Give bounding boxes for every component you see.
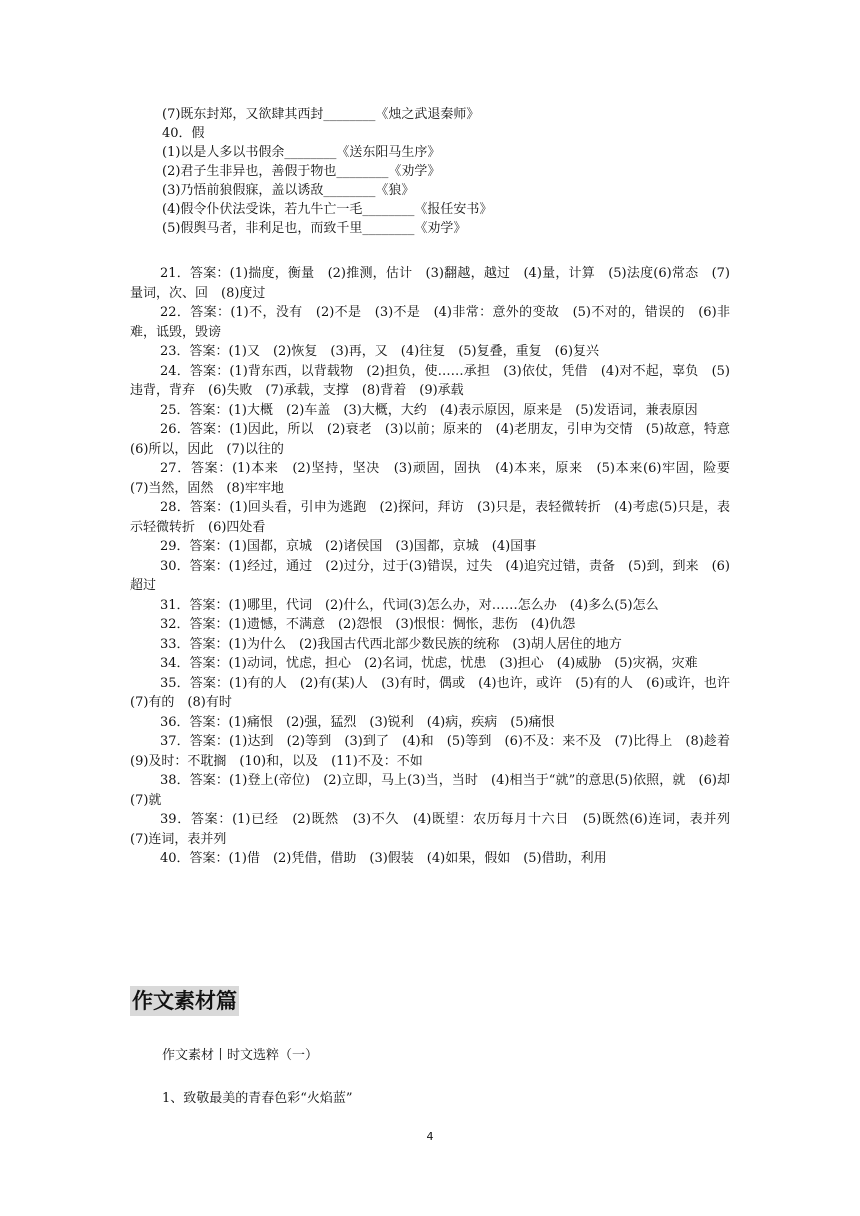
answer-item: 26．答案：(1)因此，所以 (2)衰老 (3)以前；原来的 (4)老朋友，引申为交情 (5)故意，特意 (6)所以，因此 (7)以往的 — [130, 422, 744, 457]
article-title: 1、致敬最美的青春色彩“火焰蓝” — [162, 1091, 353, 1106]
answer-item: 40．答案：(1)借 (2)凭借，借助 (3)假装 (4)如果，假如 (5)借助，利用 — [160, 851, 607, 866]
answer-item: 30．答案：(1)经过，通过 (2)过分，过于(3)错误，过失 (4)追究过错，责备 (5)到，到来 (6)超过 — [130, 558, 730, 593]
section-subtitle: 作文素材丨时文选粹（一） — [162, 1048, 319, 1063]
answer-item: 32．答案：(1)遗憾，不满意 (2)怨恨 (3)恨恨：惆怅，悲伤 (4)仇怨 — [160, 617, 576, 632]
question-line: (7)既东封郑，又欲肆其西封________《烛之武退秦师》 — [162, 107, 480, 122]
answer-item: 22．答案：(1)不，没有 (2)不是 (3)不是 (4)非常：意外的变故 (5)不对的，错误的 (6)非难，诋毁，毁谤 — [130, 305, 730, 340]
answer-item: 37．答案：(1)达到 (2)等到 (3)到了 (4)和 (5)等到 (6)不及：来不及 (7)比得上 (8)趁着 (9)及时：不耽搁 (10)和，以及 (11)不及：不如 — [130, 734, 744, 769]
answer-item: 38．答案：(1)登上(帝位) (2)立即，马上(3)当，当时 (4)相当于“就”的意思(5)依照，就 (6)却 (7)就 — [130, 773, 744, 808]
question-line: (3)乃悟前狼假寐，盖以诱敌________《狼》 — [162, 183, 415, 198]
answer-item: 21．答案：(1)揣度，衡量 (2)推测，估计 (3)翻越，越过 (4)量，计算 (5)法度(6)常态 (7)量词，次、回 (8)度过 — [130, 266, 730, 301]
question-line: (5)假舆马者，非利足也，而致千里________《劝学》 — [162, 221, 467, 236]
answer-item: 34．答案：(1)动词，忧虑，担心 (2)名词，忧虑，忧患 (3)担心 (4)威胁 (5)灾祸，灾难 — [160, 656, 698, 671]
answer-item: 27．答案：(1)本来 (2)坚持，坚决 (3)顽固，固执 (4)本来，原来 (5)本来(6)牢固，险要 (7)当然，固然 (8)牢牢地 — [130, 461, 744, 496]
question-line: (1)以是人多以书假余________《送东阳马生序》 — [162, 145, 441, 160]
section-heading: 作文素材篇 — [130, 986, 239, 1016]
page-number: 4 — [426, 1130, 434, 1143]
answer-item: 33．答案：(1)为什么 (2)我国古代西北部少数民族的统称 (3)胡人居住的地方 — [160, 636, 622, 652]
answer-item: 23．答案：(1)又 (2)恢复 (3)再，又 (4)往复 (5)复叠，重复 (6)复兴 — [160, 344, 600, 359]
answer-item: 28．答案：(1)回头看，引申为逃跑 (2)探问，拜访 (3)只是，表轻微转折 (4)考虑(5)只是，表示轻微转折 (6)四处看 — [130, 500, 730, 535]
answer-item: 31．答案：(1)哪里，代词 (2)什么，代词(3)怎么办，对……怎么办 (4)多么(5)怎么 — [160, 597, 659, 613]
answer-item: 25．答案：(1)大概 (2)车盖 (3)大概，大约 (4)表示原因，原来是 (5)发语词，兼表原因 — [160, 402, 698, 418]
answer-item: 29．答案：(1)国都，京城 (2)诸侯国 (3)国都，京城 (4)国事 — [160, 539, 537, 554]
answer-item: 24．答案：(1)背东西，以背载物 (2)担负，使……承担 (3)依仗，凭借 (4)对不起，辜负 (5)违背，背弃 (6)失败 (7)承载，支撑 (8)背着 (9)承载 — [130, 363, 730, 398]
answer-item: 36．答案：(1)痛恨 (2)强，猛烈 (3)锐利 (4)病，疾病 (5)痛恨 — [160, 714, 555, 730]
question-line: (4)假令仆伏法受诛，若九牛亡一毛________《报任安书》 — [162, 202, 493, 217]
answer-item: 39．答案：(1)已经 (2)既然 (3)不久 (4)既望：农历每月十六日 (5)既然(6)连词，表并列 (7)连词，表并列 — [130, 812, 744, 847]
answer-list — [130, 264, 744, 869]
question-line: (2)君子生非异也，善假于物也________《劝学》 — [162, 164, 441, 179]
answer-item: 35．答案：(1)有的人 (2)有(某)人 (3)有时，偶或 (4)也许，或许 (5)有的人 (6)或许，也许 (7)有的 (8)有时 — [130, 675, 744, 710]
question-line: 40．假 — [162, 126, 205, 141]
